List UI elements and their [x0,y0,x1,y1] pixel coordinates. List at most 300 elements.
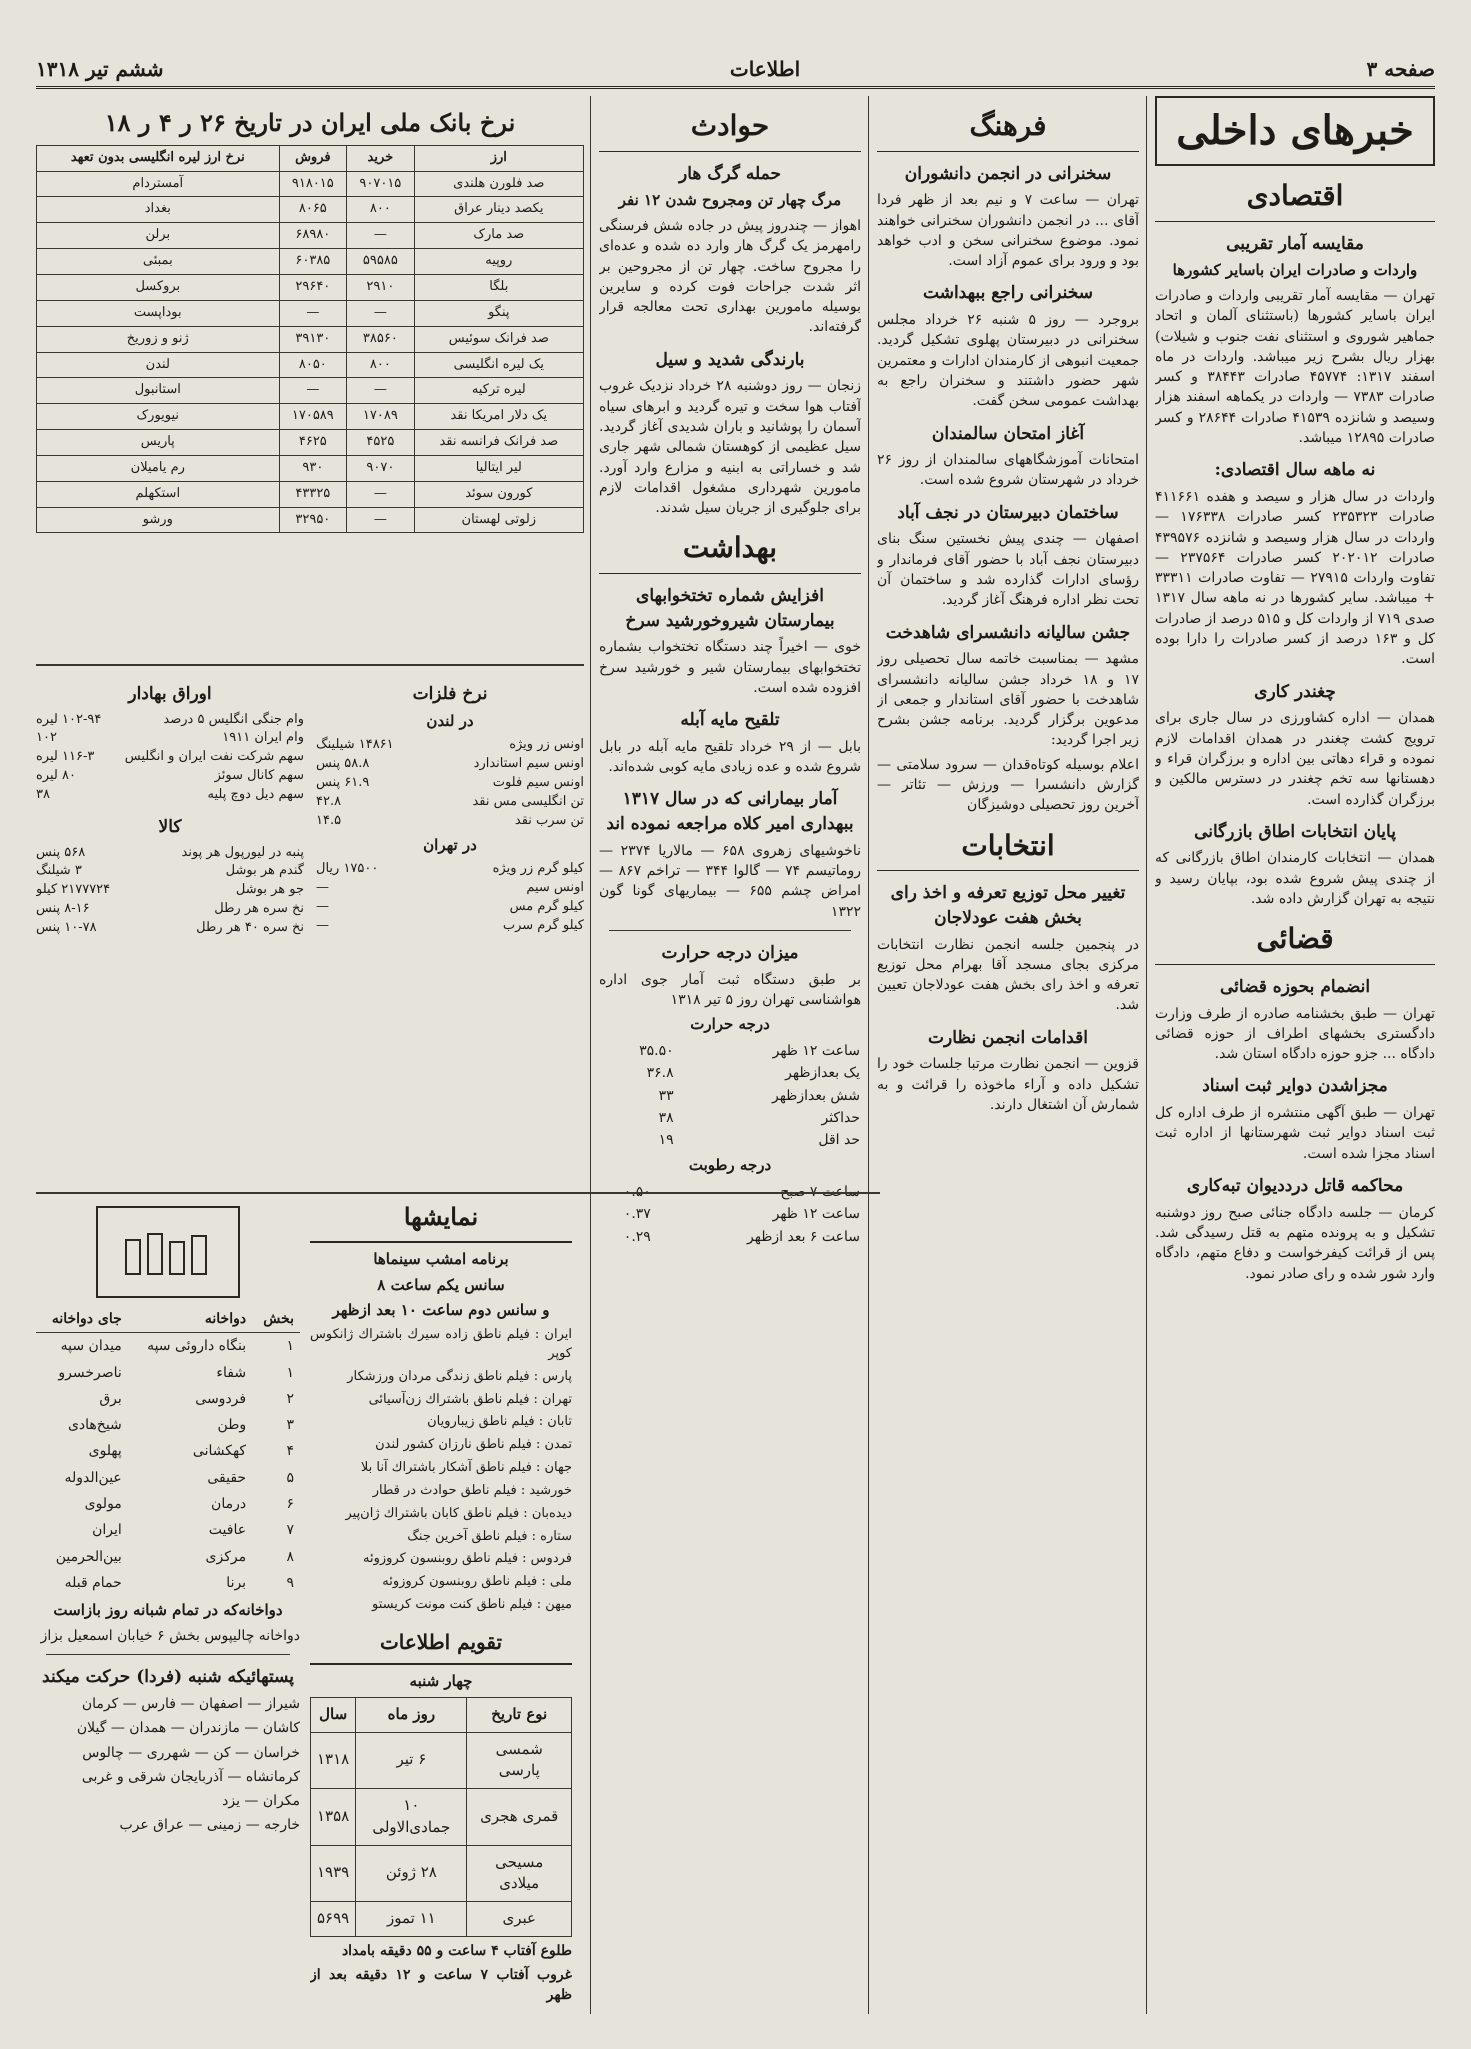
exchange-city: رم یامیلان [37,455,280,481]
article-headline: سخنرانی در انجمن دانشوران [904,163,1112,184]
temp-value: ۳۳ [658,1087,674,1104]
calendar-year: ۱۳۱۸ [311,1732,356,1789]
article-body: تهران — طبق بخشنامه صادره از طرف وزارت دادگستری بخشهای اطراف از حوزه قضائی دادگاه ... جزو حوزه دادگاه استان شد. [1155,1005,1435,1063]
table-row [599,1203,861,1225]
article-body: اصفهان — چندی پیش نخستین سنگ بنای دبیرستان نجف آباد با حضور آقای فرماندار و رؤسای ادارات گذارده شد و ساختمان آن تحت نظر اداره فرهنگ آغاز گردید. [877,531,1139,609]
item-value: ۳۸ [36,787,50,803]
article-headline: مجزاشدن دوایر ثبت اسناد [1202,1076,1388,1097]
table-row [37,326,584,352]
newspaper-name: اطلاعات [729,57,801,81]
item-value: — [316,899,329,915]
col-header-location: جای دواخانه [36,1306,128,1333]
article-headline: پایان انتخابات اطاق بازرگانی [1194,821,1396,842]
table-row [311,1845,572,1902]
sell-rate: ۶۸۹۸۰ [279,223,347,249]
pharmacy-district: ۱ [286,1364,294,1381]
securities-list [36,711,304,805]
buy-rate: — [347,378,415,404]
masthead-domestic-news: خبرهای داخلی [1155,96,1435,166]
exchange-title: نرخ بانک ملی ایران در تاریخ ۲۶ ر ۴ ر ۱۸ [104,108,516,137]
item-value: ۱۱۶-۳ لیره [36,749,95,765]
page-header [36,52,1435,89]
list-item [36,767,304,786]
metals-securities-block [36,672,584,1184]
item-label: سهم شرکت نفت ایران و انگلیس [124,749,304,765]
pharmacy-district: ۸ [286,1548,294,1565]
table-row [599,1226,861,1248]
section-economic: اقتصادی [1155,176,1435,222]
list-item [316,879,584,898]
table-row [36,1333,300,1360]
list-item [36,748,304,767]
table-header-row [36,1306,300,1333]
currency-name: روپیه [414,249,583,275]
exchange-city: استانبول [37,378,280,404]
calendar-day: ۱۱ تموز [356,1902,467,1937]
calendar-title: تقویم اطلاعات [310,1628,572,1665]
pharmacy-location: پهلوی [88,1443,122,1460]
calendar-day: ۶ تیر [356,1732,467,1789]
table-row [311,1789,572,1846]
calendar-type: شمسی پارسی [467,1732,572,1789]
temp-label: ساعت ۱۲ ظهر [772,1042,860,1059]
pharmacy-district: ۷ [286,1522,294,1539]
exchange-city: نیویورک [37,404,280,430]
humidity-label: ساعت ۶ بعد ازظهر [747,1228,860,1245]
col-header-district: بخش [252,1306,300,1333]
article-body: بروجرد — روز ۵ شنبه ۲۶ خرداد مجلس سخنرانی در دبیرستان پهلوی تشکیل گردید. جمعیت انبوهی از کارمندان ادارات و معتمرین شهر حضور داشتند و سخنران راجع به بهداشت عمومی سخن گفت. [877,312,1139,410]
article-headline: بارندگی شدید و سیل [655,349,805,370]
sell-rate: ۸۰۶۵ [279,197,347,223]
calendar-year: ۱۹۳۹ [311,1845,356,1902]
table-row [37,455,584,481]
temp-value: ۳۶.۸ [646,1065,674,1082]
article-body: تهران — طبق آگهی منتشره از طرف اداره کل ثبت اسناد دوایر ثبت شهرستانها از اداره ثبت اسناد مجزا شده است. [1155,1105,1435,1162]
goods-title: کالا [158,816,182,837]
article-body: واردات در سال هزار و سیصد و هفده ۴۱۱۶۶۱ صادرات ۲۳۵۳۲۳ کسر صادرات ۱۷۶۳۳۸ — واردات در سال هزار وسیصد و شانزده ۴۳۹۵۷۶ صادرات ۲۰۲۰۱۲ کسر صادرات ۲۳۷۵۶۴ — تفاوت واردات ۲۷۹۱۵ — تفاوت صادرات ۳۳۳۱۱ + میباشد. سایر کشورها در نه ماهه سال ۱۳۱۷ صدی ۷۱۹ از واردات کل و ۵۱۵ درصد از صادرات کل و ۱۶۳ درصد از کسر صادرات را دارا بوده است. [1155,489,1435,668]
item-value: ۳ شیلنگ [36,863,82,879]
table-row [36,1412,300,1438]
list-item [316,774,584,793]
table-header-row [311,1697,572,1732]
exchange-city: ژنو و زوریخ [37,326,280,352]
currency-name: یک دلار امریکا نقد [414,404,583,430]
item-label: وام جنگی انگلیس ۵ درصد [163,711,304,727]
post-line: مکران — یزد [222,1793,300,1810]
list-item [316,917,584,936]
article-body: تهران — ساعت ۷ و نیم بعد از ظهر فردا آقای ... در انجمن دانشوران سخنرانی خواهند نمود. موضوع سخنرانی سخن و ادب خواهد بود و ورود برای عموم آزاد است. [877,192,1139,270]
item-value: ۱۰۲ [36,730,57,746]
calendar-year: ۱۳۵۸ [311,1789,356,1846]
item-label: پنبه در لیورپول هر پوند [181,844,304,860]
article-body: ناخوشیهای زهروی ۶۵۸ — مالاریا ۲۳۷۴ — روماتیسم ۷۴ — گالوا ۳۴۴ — تراخم ۸۶۷ — امراض چشم ۶۵۵ — بیماریهای گونا گون ۱۳۲۲ [599,842,861,920]
calendar-year: ۵۶۹۹ [311,1902,356,1937]
london-title: در لندن [426,711,474,730]
buy-rate: — [347,507,415,533]
table-row [36,1544,300,1570]
pharmacy-name: شفاء [216,1364,247,1381]
col-header-type: نوع تاریخ [467,1697,572,1732]
pharmacy-name: کهکشانی [192,1443,247,1460]
pharmacy-location: عین‌الدوله [64,1469,122,1486]
post-line: کاشان — مازندران — همدان — گیلان [76,1720,300,1737]
table-row [37,430,584,456]
article-headline: انضمام بحوزه قضائی [1219,976,1371,997]
calendar-block [310,1628,572,2038]
table-row [37,197,584,223]
table-row [37,404,584,430]
post-line: خارجه — زمینی — عراق عرب [119,1817,300,1834]
list-item [36,711,304,730]
table-row [36,1491,300,1517]
exchange-table [36,145,584,534]
pharmacy-location: بین‌الحرمین [55,1548,122,1565]
item-value: ۶۱.۹ پنس [316,775,370,791]
section-rule [36,664,584,666]
buy-rate: ۹۰۷۰ [347,455,415,481]
table-row [37,507,584,533]
metals-title: نرخ فلزات [412,684,488,704]
section-health: بهداشت [599,528,861,574]
item-label: اونس سیم فلوت [492,775,584,791]
sell-rate: — [279,300,347,326]
item-label: اونس زر ویژه [509,737,584,753]
buy-rate: ۲۹۱۰ [347,275,415,301]
cinema-listing: خورشید : فیلم ناطق حوادث در قطار [372,1482,572,1498]
sell-rate: ۴۳۳۲۵ [279,481,347,507]
temp-label: شش بعدازظهر [772,1087,860,1104]
exchange-rates-block [36,96,584,656]
tehran-title: در تهران [423,835,477,854]
article-headline: حمله گرگ هار [679,163,781,184]
humidity-value: ۰.۵۰ [623,1184,651,1201]
calendar-table [310,1697,572,1937]
exchange-city: پاریس [37,430,280,456]
cinema-listing: فردوس : فیلم ناطق روبنسون کروزوئه [363,1551,572,1567]
post-line: شیراز — اصفهان — فارس — کرمان [81,1695,300,1712]
pharmacy-district: ۴ [286,1443,294,1460]
col-header-buy: خرید [347,145,415,171]
pharmacy-name: مرکزی [205,1548,247,1565]
cinema-listing: ایران : فیلم ناطق زاده سیرك باشتراك ژانكوس کوپر [310,1327,572,1361]
col-header-currency: ارز [414,145,583,171]
pharmacy-name: حقیقی [207,1469,247,1486]
column-rule [1146,96,1147,2014]
currency-name: صد فرانک سوئیس [414,326,583,352]
article-body: بابل — از ۲۹ خرداد تلقیح مایه آبله در بابل شروع شده و عده زیادی مایه کوبی شده‌اند. [599,738,861,776]
cinema-banner: نمایشها [310,1200,572,1243]
humidity-value: ۰.۳۷ [623,1206,651,1223]
currency-name: لیره ترکیه [414,378,583,404]
item-label: کیلو گرم مس [509,899,584,915]
temp-label: حد اقل [818,1132,860,1149]
currency-name: پنگو [414,300,583,326]
item-label: اونس سیم [526,880,584,896]
item-label: جو هر بوشل [235,882,304,898]
pharmacy-logo-icon [96,1206,240,1298]
exchange-city: استکهلم [37,481,280,507]
list-item [316,736,584,755]
temperature-title: درجه حرارت [690,1015,770,1034]
item-label: کیلو گرم سرب [502,917,584,933]
exchange-city: آمستردام [37,171,280,197]
post-line: کرمانشاه — آذربایجان شرقی و غربی [81,1768,300,1785]
exchange-city: بوداپست [37,300,280,326]
column-rule [868,96,869,2014]
currency-name: بلگا [414,275,583,301]
pharmacy-rows [36,1333,300,1596]
calendar-weekday: چهار شنبه [409,1672,473,1690]
item-label: اونس سیم استاندارد [473,756,584,772]
calendar-type: قمری هجری [467,1789,572,1846]
culture-column [877,96,1139,2014]
item-value: ۵۶۸ پنس [36,844,86,860]
pharmacy-bottles-icon [118,1222,218,1282]
item-value: ۴۲.۸ [316,793,342,809]
item-value: ۲۱۷۷۷۲۴ کیلو [36,882,111,898]
table-row [37,352,584,378]
divider [46,1654,290,1655]
list-item [36,786,304,805]
sunrise-text: طلوع آفتاب ۴ ساعت و ۵۵ دقیقه بامداد [341,1942,572,1959]
sell-rate: ۴۶۲۵ [279,430,347,456]
buy-rate: — [347,223,415,249]
sell-rate: ۶۰۳۸۵ [279,249,347,275]
temp-label: حداکثر [821,1109,860,1126]
exchange-city: بغداد [37,197,280,223]
item-label: سهم کانال سوئز [214,768,304,784]
sell-rate: ۸۰۵۰ [279,352,347,378]
item-label: نخ سره ۴۰ هر رطل [196,919,304,935]
list-item [36,729,304,748]
buy-rate: ۵۹۵۸۵ [347,249,415,275]
col-header-pharmacy: دواخانه [128,1306,252,1333]
goods-list [36,844,304,938]
sell-rate: ۳۲۹۵۰ [279,507,347,533]
pharmacy-district: ۱ [286,1338,294,1355]
pharmacy-location: حمام قبله [64,1574,122,1591]
article-headline: تغییر محل توزیع تعرفه و اخذ رای بخش هفت عودلاجان [890,883,1126,928]
article-headline: ساختمان دبیرستان در نجف آباد [897,502,1119,523]
article-body: مشهد — بمناسبت خاتمه سال تحصیلی روز ۱۷ و ۱۸ خرداد جشن سالیانه دانشسرای شاهدخت با حضور آقای استاندار و جمعی از مدعوین برگزار گردید. برنامه جشن بشرح زیر اجرا گردید: [877,651,1139,749]
article-body: در پنجمین جلسه انجمن نظارت انتخابات مرکزی بجای مسجد آقا بهرام محل توزیع تعرفه و اخذ رای بخش هفت عودلاجان تعیین شد. [877,936,1139,1014]
sell-rate: ۹۱۸۰۱۵ [279,171,347,197]
article-body: قزوین — انجمن نظارت مرتبا جلسات خود را تشکیل داده و آراء ماخوذه را قرائت و به شمارش آن اشتغال دارند. [877,1056,1139,1113]
page-number: صفحه ۳ [1366,57,1435,81]
cinema-listing: جهان : فیلم ناطق آشکار باشتراك آنا بلا [360,1460,572,1476]
tehran-list [316,860,584,935]
pharmacy-district: ۶ [286,1496,294,1513]
cinema-listing: پارس : فیلم ناطق زندگی مردان ورزشکار [347,1368,572,1384]
col-header-free: نرخ ارز لیره انگلیسی بدون تعهد [37,145,280,171]
buy-rate: — [347,481,415,507]
pharmacy-name: وطن [217,1417,247,1434]
sell-rate: — [279,378,347,404]
exchange-rows [37,171,584,533]
securities-title: اوراق بهادار [128,684,212,704]
sunset-text: غروب آفتاب ۷ ساعت و ۱۲ دقیقه بعد از ظهر [310,1967,572,2004]
pharmacy-location: ایران [92,1522,122,1539]
buy-rate: ۹۰۷۰۱۵ [347,171,415,197]
table-row [599,1107,861,1129]
cinema-listing: میهن : فیلم ناطق کنت مونت کریستو [372,1597,572,1613]
calendar-rows [311,1732,572,1936]
exchange-city: لندن [37,352,280,378]
pharmacy-district: ۹ [286,1574,294,1591]
col-header-sell: فروش [279,145,347,171]
buy-rate: ۸۰۰ [347,352,415,378]
pharmacy-location: ناصرخسرو [58,1364,122,1381]
temperature-table [599,1040,861,1151]
article-body: زنجان — روز دوشنبه ۲۸ خرداد نزدیک غروب آفتاب هوا سخت و تیره گردید و ابرهای سیاه آسمان را پوشانید و باران شدیدی آغاز گردید. سیل عظیمی از کوهستان شمالی شهر جاری شد و خساراتی به ابنیه و مزارع وارد آورد. مامورین شهرداری مشغول اقدامات لازم برای جلوگیری از جریان سیل شدند. [599,378,861,517]
pharmacy-footer: دواخانه‌که در تمام شبانه روز بازاست [53,1601,283,1620]
article-headline: آمار بیمارانی که در سال ۱۳۱۷ ببهداری امیر کلاه مراجعه نموده اند [606,789,854,835]
exchange-city: بمبئی [37,249,280,275]
list-item [36,881,304,900]
list-item [36,919,304,938]
item-label: وام ایران ۱۹۱۱ [222,730,304,746]
humidity-label: ساعت ۱۲ ظهر [772,1206,860,1223]
article-headline: آغاز امتحان سالمندان [931,423,1085,444]
article-body: خوی — اخیراً چند دستگاه تختخواب بشماره تختخوابهای بیمارستان شیر و خورشید سرخ افزوده شده است. [599,639,861,696]
post-title: پستهائیکه شنبه (فردا) حرکت میکند [42,1667,294,1688]
currency-name: یک لیره انگلیسی [414,352,583,378]
col-header-year: سال [311,1697,356,1732]
temp-value: ۳۵.۵۰ [639,1042,674,1059]
table-row [36,1360,300,1386]
currency-name: یکصد دینار عراق [414,197,583,223]
pharmacy-footer-detail: دواخانه چالیپوس بخش ۶ خیابان اسمعیل بزاز [40,1628,300,1645]
item-value: ۱۰-۷۸ پنس [36,919,97,935]
session-second: و سانس دوم ساعت ۱۰ بعد ازظهر [332,1301,550,1320]
exchange-city: بروکسل [37,275,280,301]
temp-label: یک بعدازظهر [785,1065,860,1082]
item-label: نخ سره هر رطل [214,901,304,917]
pharmacy-district: ۵ [286,1469,294,1486]
column-rule [590,96,591,2014]
cinema-listing: تهران : فیلم ناطق باشتراك زن‌آسیائی [368,1391,572,1407]
sell-rate: ۲۹۶۴۰ [279,275,347,301]
article-body: اعلام بوسیله کوتاه‌قدان — سرود سلامتی — گزارش دانشسرا — ورزش — تئاتر — آخرین روز تحصیلی دوشیزگان [877,756,1139,814]
item-label: تن انگلیسی مس نقد [472,793,584,809]
issue-date: ششم تیر ۱۳۱۸ [36,57,164,81]
london-list [316,736,584,830]
table-header-row [37,145,584,171]
session-first: سانس یکم ساعت ۸ [377,1275,505,1294]
article-body: همدان — اداره کشاورزی در سال جاری برای ترویج کشت چغندر در همدان اقدامات لازم نموده و قراء دهاتی بین اداره و برزگران قراء و دهستانها سه تخم چغندر در دسترس مالکین و برزگران گذارده است. [1155,710,1435,808]
table-row [37,481,584,507]
calendar-day: ۱۰ جمادی‌الاولی [356,1789,467,1846]
currency-name: لیر ایتالیا [414,455,583,481]
post-line: خراسان — کن — شهرری — چالوس [82,1744,300,1761]
pharmacy-location: مولوی [84,1496,122,1513]
pharmacy-district: ۲ [286,1390,294,1407]
article-headline: مقایسه آمار تقریبی [1226,233,1364,254]
table-row [37,300,584,326]
article-body: کرمان — جلسه دادگاه جنائی صبح روز دوشنبه تشکیل و به پرونده متهم به قتل رسیدگی شد. پس از قرائت کیفرخواست و دفاع متهم، دادگاه وارد شور شده و رای صادر نمود. [1155,1204,1435,1282]
temp-value: ۳۸ [658,1109,674,1126]
humidity-value: ۰.۲۹ [623,1228,651,1245]
section-rule [36,1192,880,1194]
table-row [37,275,584,301]
item-value: ۱۰۲-۹۴ لیره [36,711,102,727]
cinema-listing [310,1619,572,1620]
table-row [36,1570,300,1596]
cinema-listing: ملی : فیلم ناطق روبنسون کروزوئه [382,1574,572,1590]
article-subhead: واردات و صادرات ایران باسایر کشورها [1172,261,1418,280]
article-headline: تلقیح مایه آبله [680,710,780,731]
list-item [316,812,584,831]
item-value: ۱۴.۵ [316,812,342,828]
table-row [37,223,584,249]
table-row [37,249,584,275]
table-row [36,1386,300,1412]
pharmacy-name: فردوسی [195,1390,247,1407]
exchange-city: برلن [37,223,280,249]
table-row [599,1085,861,1107]
cinema-listing: تابان : فیلم ناطق زیبارویان [427,1414,572,1430]
list-item [36,844,304,863]
sell-rate: ۳۹۱۳۰ [279,326,347,352]
list-item [316,755,584,774]
currency-name: صد فلورن هلندی [414,171,583,197]
list-item [316,860,584,879]
sell-rate: ۹۳۰ [279,455,347,481]
article-body: تهران — مقایسه آمار تقریبی واردات و صادرات ایران باسایر کشورها (باستثنای آلمان و اتحاد جماهیر شوروی و استثنای نفت جنوب و شیلات) بهزار ریال بشرح زیر میباشد. واردات در ماه اسفند ۱۳۱۷: ۴۵۷۷۴ صادرات ۳۸۴۴۳ و کسر صادرات ۷۳۸۳ — واردات در یکماهه اسفند هزار وسیصد و شانزده ۴۱۵۳۹ صادرات ۲۸۶۴۴ و کسر صادرات ۱۲۸۹۵ میباشد. [1155,287,1435,447]
calendar-type: عبری [467,1902,572,1937]
weather-intro: بر طبق دستگاه ثبت آمار جوی اداره هواشناسی تهران روز ۵ تیر ۱۳۱۸ [599,971,861,1008]
humidity-title: درجه رطوبت [688,1156,772,1175]
item-label: تن سرب نقد [514,812,584,828]
sell-rate: ۱۷۰۵۸۹ [279,404,347,430]
cinema-listing: دیده‌بان : فیلم ناطق کابان باشتراك ژان‌پیر [345,1505,572,1521]
article-headline: جشن سالیانه دانشسرای شاهدخت [885,622,1131,643]
temp-value: ۱۹ [658,1132,674,1149]
article-body: اهواز — چندروز پیش در جاده شش فرسنگی رامهرمز یک گرگ هار وارد ده شده و عده‌ای را مجروح ساخت. چهار تن از مجروحین بر اثر شدت جراحات فوت کرده و سایرین بوسیله مامورین بهداری تحت معالجه قرار گرفته‌اند. [599,217,861,336]
table-row [599,1062,861,1084]
article-headline: محاکمه قاتل درددیوان تبه‌کاری [1186,1175,1404,1196]
currency-name: زلوتی لهستان [414,507,583,533]
currency-name: صد فرانک فرانسه نقد [414,430,583,456]
post-list [36,1694,300,1836]
item-value: ۱۴۸۶۱ شیلینگ [316,737,394,753]
table-row [37,378,584,404]
item-label: کیلو گرم زر ویژه [492,861,584,877]
col-header-day: روز ماه [356,1697,467,1732]
table-row [37,171,584,197]
buy-rate: ۸۰۰ [347,197,415,223]
table-row [599,1129,861,1151]
pharmacy-location: برق [99,1390,122,1407]
buy-rate: ۳۸۵۶۰ [347,326,415,352]
article-subhead: مرگ چهار تن ومجروح شدن ۱۲ نفر [618,191,842,210]
exchange-city: ورشو [37,507,280,533]
table-row [36,1438,300,1464]
pharmacy-district: ۳ [286,1417,294,1434]
pharmacy-name: عافیت [208,1522,247,1539]
item-value: ۸-۱۶ پنس [36,901,90,917]
calendar-type: مسیحی میلادی [467,1845,572,1902]
pharmacy-table [36,1306,300,1596]
item-value: — [316,917,329,933]
incidents-column [599,96,861,2014]
pharmacy-location: میدان سپه [60,1338,122,1355]
article-headline: افزایش شماره تختخوابهای بیمارستان شیروخورشید سرخ [625,586,835,631]
table-row [311,1732,572,1789]
cinema-list [310,1326,572,1620]
table-row [36,1517,300,1543]
list-item [316,898,584,917]
